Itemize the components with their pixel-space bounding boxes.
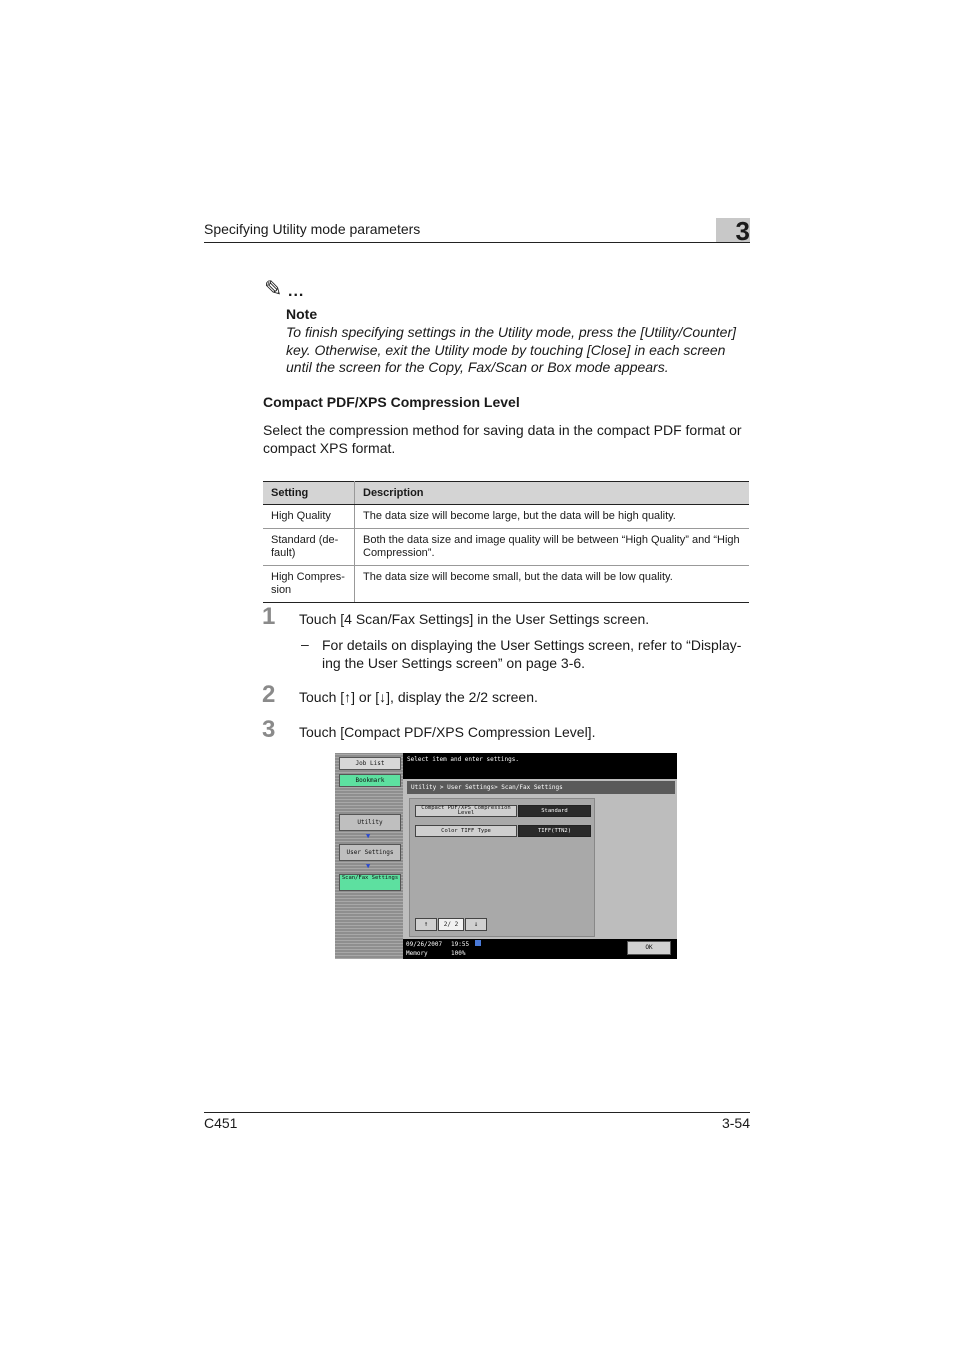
table-cell-setting: High Quality [263,505,355,529]
job-list-button[interactable]: Job List [339,757,401,770]
table-row [263,529,749,566]
section-body: Select the compression method for saving data in the compact PDF format or compact XPS format. [263,422,742,456]
chapter-number: 3 [735,216,750,246]
table-header-description: Description [355,482,750,505]
note-dots: ... [288,283,305,300]
footer-model: C451 [204,1115,238,1131]
color-tiff-type-value: TIFF(TTN2) [518,825,591,837]
control-panel-screenshot [335,753,677,959]
footer-page-number: 3-54 [721,1115,750,1131]
page-down-button[interactable]: ↓ [465,918,487,931]
table-header-row [263,482,749,505]
note-label: Note [286,306,318,322]
table-cell-description: The data size will become small, but the data will be low quality. [355,566,750,603]
table-header-setting: Setting [263,482,355,505]
settings-list [409,798,595,937]
step-number-2: 2 [262,681,276,708]
settings-table [263,481,749,603]
arrow-down-icon: ▼ [366,832,371,840]
bookmark-button[interactable]: Bookmark [339,774,401,787]
message-bar [403,753,677,779]
table-cell-setting: Standard (de-fault) [263,529,355,566]
compact-pdf-xps-value: Standard [518,805,591,817]
step-text-1: Touch [4 Scan/Fax Settings] in the User Settings screen. [299,611,650,627]
running-header: Specifying Utility mode parameters [204,221,421,237]
color-tiff-type-button[interactable]: Color TIFF Type [415,825,517,837]
header-rule [204,242,750,243]
breadcrumb [407,781,675,794]
user-settings-button[interactable]: User Settings [339,844,401,861]
table-row [263,505,749,529]
network-icon [475,940,481,946]
status-bar [403,939,677,959]
step-number-3: 3 [262,716,276,743]
footer-rule [204,1112,750,1113]
compact-pdf-xps-button[interactable]: Compact PDF/XPS Compression Level [415,805,517,817]
message-text: Select item and enter settings. [407,756,519,763]
status-time: 19:55 [451,941,470,948]
section-title: Compact PDF/XPS Compression Level [263,394,520,410]
table-cell-setting: High Compres-sion [263,566,355,603]
scan-fax-settings-button[interactable]: Scan/Fax Settings [339,874,401,891]
table-row [263,566,749,603]
note-text: To finish specifying settings in the Utility mode, press the [Utility/Counter] key. Otherwise, exit the Utility mode by touching [Close] in each screen until the screen for the Copy, Fax/Scan or Box mode appears. [286,324,737,375]
table-cell-description: Both the data size and image quality will be between “High Quality” and “High Compression”. [355,529,750,566]
step-text-3: Touch [Compact PDF/XPS Compression Level]. [299,724,596,740]
substep-dash: – [301,636,309,652]
arrow-down-icon: ▼ [366,862,371,870]
utility-button[interactable]: Utility [339,814,401,831]
left-panel [335,753,403,959]
breadcrumb-text: Utility > User Settings> Scan/Fax Settings [411,784,563,791]
page-up-button[interactable]: ↑ [415,918,437,931]
ok-button[interactable]: OK [627,941,671,955]
step-text-2: Touch [↑] or [↓], display the 2/2 screen. [299,689,538,705]
status-date: 09/26/2007 [406,941,443,948]
pencil-note-icon: ✎ [264,276,283,301]
table-cell-description: The data size will become large, but the data will be high quality. [355,505,750,529]
page-indicator: 2/ 2 [438,918,464,931]
step-number-1: 1 [262,603,276,630]
substep-text: For details on displaying the User Settings screen, refer to “Display-ing the User Settings screen” on page 3-6. [322,637,742,671]
memory-value: 100% [451,950,466,957]
memory-label: Memory [406,950,428,957]
